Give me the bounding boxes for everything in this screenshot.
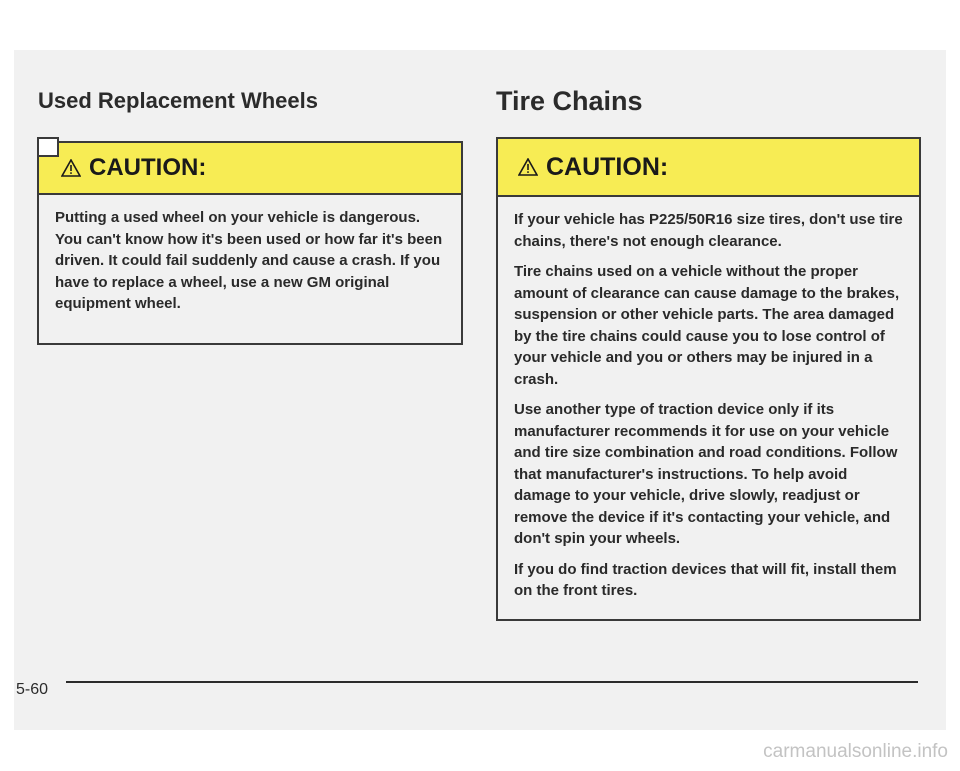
- footer-divider: [66, 681, 918, 683]
- caution-box-tire-chains: [496, 137, 921, 621]
- caution-paragraph: Use another type of traction device only if its manufacturer recommends it for use on your vehicle and tire size combination and road conditions. Follow that manufacturer's instructions. To help avoid damage to your vehicle, drive slowly, readjust or remove the device if it's contacting your vehicle, and don't spin your wheels.: [514, 401, 898, 547]
- caution-header: [39, 143, 461, 195]
- caution-paragraph: If your vehicle has P225/50R16 size tires, don't use tire chains, there's not enough clearance.: [514, 211, 903, 250]
- section-heading-used-replacement-wheels: Used Replacement Wheels: [38, 88, 318, 113]
- caution-paragraph: Putting a used wheel on your vehicle is dangerous. You can't know how it's been used or how far it's been driven. It could fail suddenly and cause a crash. If you have to replace a wheel, use a new GM original equipment wheel.: [55, 209, 443, 312]
- caution-paragraph: Tire chains used on a vehicle without the proper amount of clearance can cause damage to the brakes, suspension or other vehicle parts. The area damaged by the tire chains could cause you to lose control of your vehicle and you or others may be injured in a crash.: [514, 263, 900, 388]
- page-number: 5-60: [16, 681, 49, 698]
- caution-body: [498, 197, 919, 602]
- warning-triangle-icon: [61, 159, 81, 177]
- caution-box-used-wheels: [37, 141, 463, 345]
- watermark: carmanualsonline.info: [763, 741, 948, 762]
- warning-triangle-icon: [518, 158, 538, 176]
- caution-label: CAUTION:: [546, 152, 669, 181]
- caution-body: [39, 195, 461, 315]
- caution-header: [498, 139, 919, 197]
- checkbox-marker: [37, 137, 59, 157]
- caution-label: CAUTION:: [89, 154, 207, 181]
- caution-paragraph: If you do find traction devices that will fit, install them on the front tires.: [514, 560, 897, 599]
- section-heading-tire-chains: Tire Chains: [496, 86, 643, 116]
